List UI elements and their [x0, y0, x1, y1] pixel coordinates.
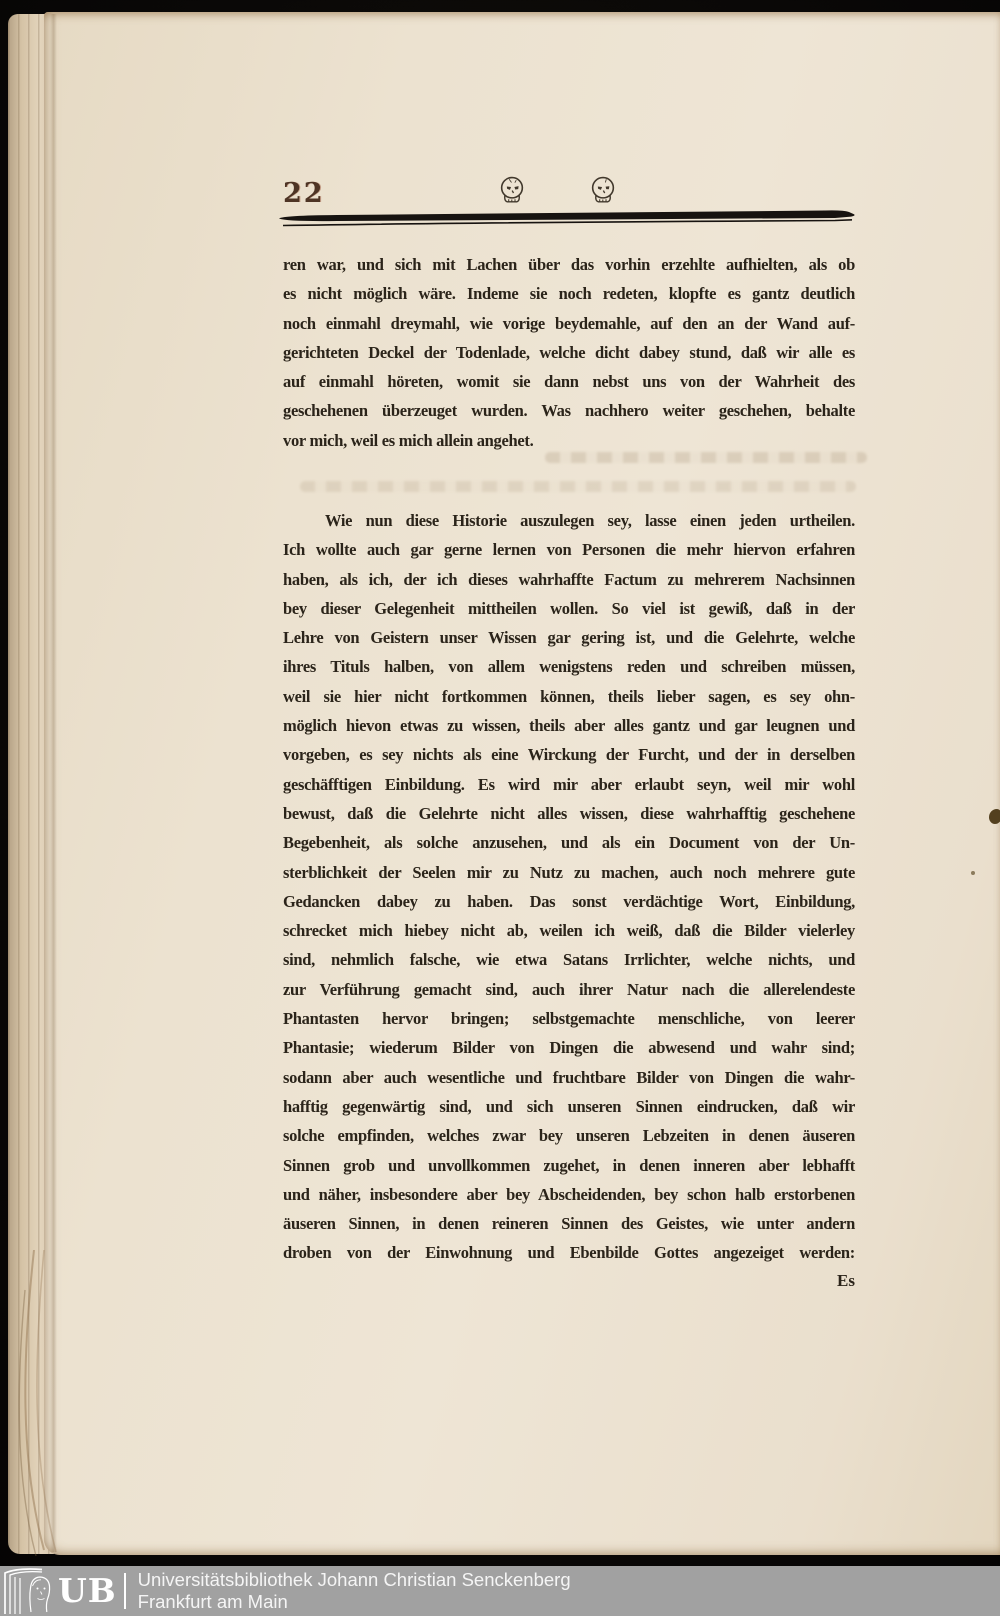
paragraph-2: [283, 506, 855, 1268]
ub-logo-text: UB: [58, 1571, 117, 1610]
skull-icon: [587, 174, 619, 208]
ub-library-logo: [0, 1566, 138, 1616]
text-line: haben, als ich, der ich dieses wahrhaffte Factum zu mehrerem Nachsinnen: [283, 569, 855, 589]
text-line: vorgeben, es sey nichts als eine Wirckung der Furcht, und der in derselben: [283, 745, 855, 765]
text-line: geschehenen überzeuget wurden. Was nachhero weiter geschehen, behalte: [283, 401, 855, 421]
text-line: schrecket mich hiebey nicht ab, weilen ich weiß, daß die Bilder vielerley: [283, 921, 855, 941]
text-line: äuseren Sinnen, in denen reineren Sinnen des Geistes, wie unter andern: [283, 1214, 855, 1234]
catchword: Es: [837, 1271, 855, 1290]
headpiece-rule: [277, 209, 859, 229]
footer-divider: [124, 1573, 126, 1609]
text-line: ihres Tituls halben, von allem wenigstens reden und schreiben müssen,: [283, 657, 855, 677]
library-city: Frankfurt am Main: [137, 1591, 288, 1612]
text-line: es nicht möglich wäre. Indeme sie noch redeten, klopfte es gantz deutlich: [283, 284, 855, 304]
text-line: noch einmahl dreymahl, wie vorige beydemahle, auf den an der Wand auf-: [283, 313, 855, 333]
text-line: geschäfftigen Einbildung. Es wird mir aber erlaubt seyn, weil mir wohl: [283, 774, 855, 794]
text-line: Phantasie; wiederum Bilder von Dingen die abwesend und wahr sind;: [283, 1038, 855, 1058]
text-line: sterblichkeit der Seelen mir zu Nutz zu machen, auch noch mehrere gute: [283, 862, 855, 882]
text-line: und näher, insbesondere aber bey Abscheidenden, bey schon halb erstorbenen: [283, 1184, 855, 1204]
text-line: bewust, daß die Gelehrte nicht alles wissen, diese wahrhafftig geschehene: [283, 803, 855, 823]
text-line: gerichteten Deckel der Todenlade, welche dicht dabey stund, daß wir alle es: [283, 342, 855, 362]
text-line: zur Verführung gemacht sind, auch ihrer Natur nach die allerelendeste: [283, 979, 855, 999]
ink-bleedthrough: [300, 481, 856, 492]
paragraph-1: [283, 250, 855, 455]
ub-logo-icon: [0, 1566, 56, 1616]
library-name: Universitätsbibliothek Johann Christian Senckenberg: [137, 1569, 571, 1590]
text-line: vor mich, weil es mich allein angehet.: [283, 430, 534, 450]
text-line: weil sie hier nicht fortkommen können, theils lieber sagen, es sey ohn-: [283, 686, 855, 706]
text-line: Wie nun diese Historie auszulegen sey, lasse einen jeden urtheilen.: [325, 511, 855, 530]
page-stack-curves: [0, 1250, 150, 1570]
text-line: hafftig gegenwärtig sind, und sich unseren Sinnen eindrucken, daß wir: [283, 1096, 855, 1116]
text-line: Sinnen grob und unvollkommen zugehet, in denen inneren aber lebhafft: [283, 1155, 855, 1175]
text-line: Lehre von Geistern unser Wissen gar gering ist, und die Gelehrte, welche: [283, 628, 855, 648]
text-line: Ich wollte auch gar gerne lernen von Personen die mehr hiervon erfahren: [283, 540, 855, 560]
text-line: ren war, und sich mit Lachen über das vorhin erzehlte aufhielten, als ob: [283, 255, 855, 274]
text-line: möglich hievon etwas zu wissen, theils aber alles gantz und gar leugnen und: [283, 716, 855, 736]
text-line: bey dieser Gelegenheit mittheilen wollen. So viel ist gewiß, daß in der: [283, 598, 855, 618]
library-name-block: [138, 1569, 571, 1613]
text-line: sind, nehmlich falsche, wie etwa Satans Irrlichter, welche nichts, und: [283, 950, 855, 970]
page-blemish: [989, 809, 1000, 824]
text-line: droben von der Einwohnung und Ebenbilde Gottes angezeiget werden:: [283, 1243, 855, 1263]
text-line: Begebenheit, als solche anzusehen, und als ein Document von der Un-: [283, 833, 855, 853]
page-blemish: [971, 871, 975, 875]
page-number: 22: [283, 178, 325, 209]
text-line: Phantasten hervor bringen; selbstgemachte menschliche, von leerer: [283, 1009, 855, 1029]
text-line: sodann aber auch wesentliche und fruchtbare Bilder von Dingen die wahr-: [283, 1067, 855, 1087]
skull-icon: [496, 174, 528, 208]
text-line: Gedancken dabey zu haben. Das sonst verdächtige Wort, Einbildung,: [283, 891, 855, 911]
footer-bar: [0, 1566, 1000, 1616]
text-line: solche empfinden, welches zwar bey unseren Lebzeiten in denen äuseren: [283, 1126, 855, 1146]
text-line: auf einmahl höreten, womit sie dann nebst uns von der Wahrheit des: [283, 372, 855, 392]
